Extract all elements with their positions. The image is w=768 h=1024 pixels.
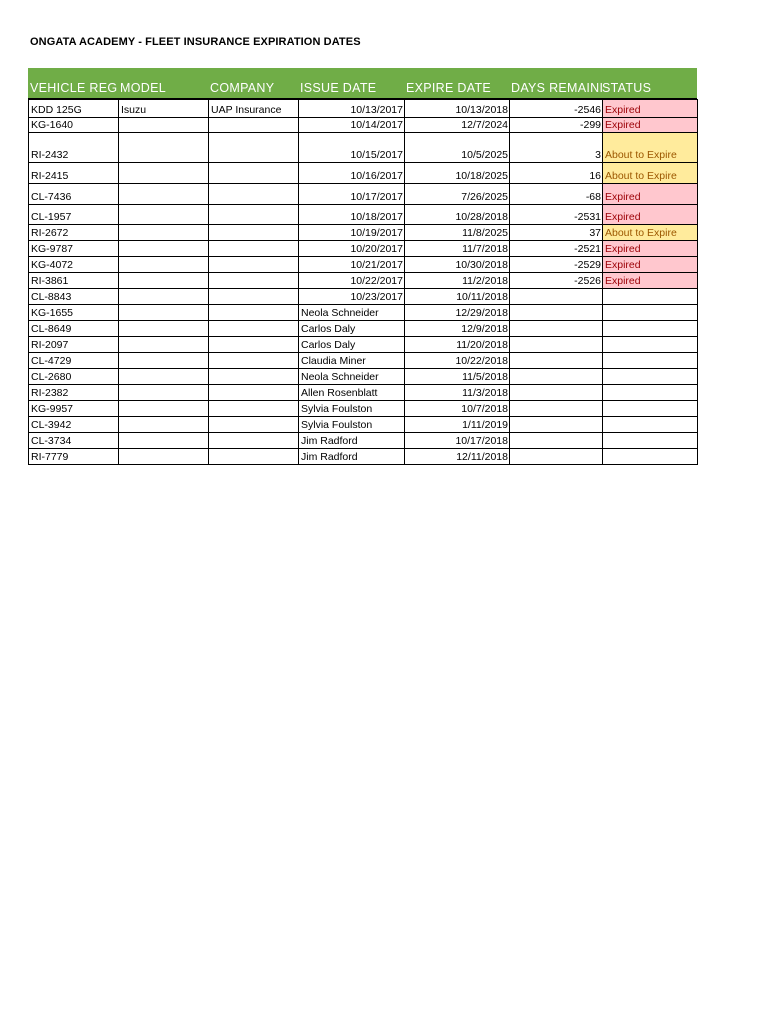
cell-status[interactable]: About to Expire	[603, 225, 698, 241]
cell-vehicle-reg[interactable]: CL-4729	[29, 353, 119, 369]
cell-vehicle-reg[interactable]: KG-9957	[29, 401, 119, 417]
cell-expire-date[interactable]: 10/11/2018	[405, 289, 510, 305]
table-row	[29, 118, 698, 133]
cell-model[interactable]	[119, 163, 209, 184]
cell-expire-date[interactable]: 12/7/2024	[405, 118, 510, 133]
cell-issue-date[interactable]: 10/22/2017	[299, 273, 405, 289]
header-model[interactable]: MODEL	[120, 81, 166, 95]
cell-days-remaining[interactable]: 3	[510, 133, 603, 163]
cell-issue-date[interactable]: 10/21/2017	[299, 257, 405, 273]
cell-issue-date[interactable]: 10/18/2017	[299, 205, 405, 225]
cell-expire-date[interactable]: 11/3/2018	[405, 385, 510, 401]
cell-company[interactable]	[209, 163, 299, 184]
cell-issue-date[interactable]: 10/20/2017	[299, 241, 405, 257]
cell-vehicle-reg[interactable]: CL-3734	[29, 433, 119, 449]
table-row	[29, 163, 698, 184]
table-row	[29, 184, 698, 205]
cell-model[interactable]	[119, 385, 209, 401]
cell-status[interactable]	[603, 337, 698, 353]
cell-days-remaining[interactable]: 16	[510, 163, 603, 184]
cell-vehicle-reg[interactable]: KG-4072	[29, 257, 119, 273]
cell-vehicle-reg[interactable]: CL-8843	[29, 289, 119, 305]
table-row	[29, 133, 698, 163]
table-row	[29, 401, 698, 417]
cell-days-remaining[interactable]	[510, 385, 603, 401]
cell-model[interactable]	[119, 369, 209, 385]
cell-status[interactable]: Expired	[603, 257, 698, 273]
header-row	[28, 68, 697, 99]
cell-expire-date[interactable]: 10/7/2018	[405, 401, 510, 417]
cell-days-remaining[interactable]: -2526	[510, 273, 603, 289]
cell-expire-date[interactable]: 10/22/2018	[405, 353, 510, 369]
cell-model[interactable]	[119, 205, 209, 225]
cell-model[interactable]	[119, 133, 209, 163]
cell-status[interactable]	[603, 449, 698, 465]
cell-expire-date[interactable]: 10/5/2025	[405, 133, 510, 163]
cell-days-remaining[interactable]: -2531	[510, 205, 603, 225]
cell-days-remaining[interactable]: -299	[510, 118, 603, 133]
cell-company[interactable]: UAP Insurance	[209, 100, 299, 118]
cell-model[interactable]	[119, 337, 209, 353]
cell-days-remaining[interactable]	[510, 449, 603, 465]
cell-days-remaining[interactable]: 37	[510, 225, 603, 241]
cell-vehicle-reg[interactable]: KDD 125G	[29, 100, 119, 118]
table-row	[29, 417, 698, 433]
cell-company[interactable]	[209, 225, 299, 241]
table-row	[29, 305, 698, 321]
header-status[interactable]: STATUS	[602, 81, 652, 95]
cell-company[interactable]	[209, 133, 299, 163]
cell-expire-date[interactable]: 10/30/2018	[405, 257, 510, 273]
cell-issue-date[interactable]: Sylvia Foulston	[299, 401, 405, 417]
cell-status[interactable]	[603, 353, 698, 369]
table-row	[29, 369, 698, 385]
cell-company[interactable]	[209, 289, 299, 305]
cell-expire-date[interactable]: 10/13/2018	[405, 100, 510, 118]
cell-vehicle-reg[interactable]: CL-8649	[29, 321, 119, 337]
cell-expire-date[interactable]: 12/11/2018	[405, 449, 510, 465]
header-issue-date[interactable]: ISSUE DATE	[300, 81, 377, 95]
table-row	[29, 385, 698, 401]
cell-days-remaining[interactable]	[510, 321, 603, 337]
cell-vehicle-reg[interactable]: RI-2382	[29, 385, 119, 401]
table-row	[29, 433, 698, 449]
cell-company[interactable]	[209, 369, 299, 385]
cell-days-remaining[interactable]	[510, 337, 603, 353]
cell-issue-date[interactable]: 10/13/2017	[299, 100, 405, 118]
cell-model[interactable]	[119, 257, 209, 273]
data-table	[28, 99, 698, 465]
cell-status[interactable]	[603, 321, 698, 337]
cell-model[interactable]	[119, 305, 209, 321]
cell-vehicle-reg[interactable]: CL-3942	[29, 417, 119, 433]
cell-issue-date[interactable]: 10/15/2017	[299, 133, 405, 163]
cell-vehicle-reg[interactable]: KG-9787	[29, 241, 119, 257]
cell-status[interactable]: Expired	[603, 241, 698, 257]
cell-company[interactable]	[209, 401, 299, 417]
cell-status[interactable]: Expired	[603, 184, 698, 205]
cell-company[interactable]	[209, 385, 299, 401]
cell-vehicle-reg[interactable]: RI-3861	[29, 273, 119, 289]
cell-model[interactable]	[119, 321, 209, 337]
table-row	[29, 353, 698, 369]
cell-status[interactable]	[603, 305, 698, 321]
cell-model[interactable]	[119, 241, 209, 257]
cell-status[interactable]: Expired	[603, 273, 698, 289]
cell-expire-date[interactable]: 7/26/2025	[405, 184, 510, 205]
cell-company[interactable]	[209, 305, 299, 321]
cell-vehicle-reg[interactable]: KG-1640	[29, 118, 119, 133]
header-company[interactable]: COMPANY	[210, 81, 275, 95]
cell-model[interactable]	[119, 449, 209, 465]
cell-issue-date[interactable]: Carlos Daly	[299, 321, 405, 337]
cell-days-remaining[interactable]	[510, 433, 603, 449]
table-row	[29, 449, 698, 465]
cell-issue-date[interactable]: Carlos Daly	[299, 337, 405, 353]
cell-model[interactable]	[119, 433, 209, 449]
cell-model[interactable]	[119, 118, 209, 133]
table-row	[29, 205, 698, 225]
spreadsheet	[28, 68, 697, 465]
cell-issue-date[interactable]: Jim Radford	[299, 433, 405, 449]
cell-company[interactable]	[209, 353, 299, 369]
cell-status[interactable]: About to Expire	[603, 133, 698, 163]
cell-issue-date[interactable]: Neola Schneider	[299, 369, 405, 385]
cell-expire-date[interactable]: 11/5/2018	[405, 369, 510, 385]
cell-status[interactable]	[603, 417, 698, 433]
table-row	[29, 337, 698, 353]
cell-status[interactable]	[603, 385, 698, 401]
cell-status[interactable]	[603, 369, 698, 385]
cell-status[interactable]	[603, 401, 698, 417]
cell-model[interactable]	[119, 273, 209, 289]
cell-model[interactable]	[119, 353, 209, 369]
cell-vehicle-reg[interactable]: RI-2432	[29, 133, 119, 163]
table-row	[29, 225, 698, 241]
cell-company[interactable]	[209, 337, 299, 353]
cell-status[interactable]: About to Expire	[603, 163, 698, 184]
cell-issue-date[interactable]: 10/14/2017	[299, 118, 405, 133]
cell-vehicle-reg[interactable]: CL-7436	[29, 184, 119, 205]
table-body	[29, 100, 698, 465]
cell-issue-date[interactable]: 10/23/2017	[299, 289, 405, 305]
table-row	[29, 273, 698, 289]
cell-expire-date[interactable]: 11/2/2018	[405, 273, 510, 289]
cell-status[interactable]: Expired	[603, 100, 698, 118]
cell-days-remaining[interactable]	[510, 369, 603, 385]
cell-status[interactable]: Expired	[603, 118, 698, 133]
cell-issue-date[interactable]: 10/17/2017	[299, 184, 405, 205]
cell-vehicle-reg[interactable]: CL-2680	[29, 369, 119, 385]
cell-model[interactable]	[119, 225, 209, 241]
cell-company[interactable]	[209, 449, 299, 465]
cell-issue-date[interactable]: Neola Schneider	[299, 305, 405, 321]
cell-company[interactable]	[209, 257, 299, 273]
cell-days-remaining[interactable]	[510, 353, 603, 369]
table-row	[29, 321, 698, 337]
cell-model[interactable]	[119, 289, 209, 305]
cell-issue-date[interactable]: Allen Rosenblatt	[299, 385, 405, 401]
table-row	[29, 257, 698, 273]
cell-vehicle-reg[interactable]: RI-7779	[29, 449, 119, 465]
table-row	[29, 100, 698, 118]
cell-vehicle-reg[interactable]: RI-2097	[29, 337, 119, 353]
cell-expire-date[interactable]: 10/17/2018	[405, 433, 510, 449]
cell-company[interactable]	[209, 118, 299, 133]
cell-expire-date[interactable]: 11/7/2018	[405, 241, 510, 257]
cell-status[interactable]: Expired	[603, 205, 698, 225]
cell-days-remaining[interactable]	[510, 401, 603, 417]
cell-days-remaining[interactable]	[510, 417, 603, 433]
cell-model[interactable]	[119, 401, 209, 417]
header-expire-date[interactable]: EXPIRE DATE	[406, 81, 492, 95]
cell-expire-date[interactable]: 11/8/2025	[405, 225, 510, 241]
cell-model[interactable]: Isuzu	[119, 100, 209, 118]
cell-vehicle-reg[interactable]: CL-1957	[29, 205, 119, 225]
table-row	[29, 241, 698, 257]
cell-vehicle-reg[interactable]: RI-2672	[29, 225, 119, 241]
cell-model[interactable]	[119, 184, 209, 205]
cell-expire-date[interactable]: 12/9/2018	[405, 321, 510, 337]
cell-expire-date[interactable]: 11/20/2018	[405, 337, 510, 353]
cell-company[interactable]	[209, 321, 299, 337]
header-vehicle-reg[interactable]: VEHICLE REG	[30, 81, 118, 95]
cell-days-remaining[interactable]	[510, 289, 603, 305]
cell-company[interactable]	[209, 184, 299, 205]
cell-company[interactable]	[209, 417, 299, 433]
cell-days-remaining[interactable]: -68	[510, 184, 603, 205]
cell-model[interactable]	[119, 417, 209, 433]
cell-days-remaining[interactable]	[510, 305, 603, 321]
cell-expire-date[interactable]: 10/18/2025	[405, 163, 510, 184]
cell-vehicle-reg[interactable]: RI-2415	[29, 163, 119, 184]
cell-status[interactable]	[603, 433, 698, 449]
cell-status[interactable]	[603, 289, 698, 305]
cell-days-remaining[interactable]: -2529	[510, 257, 603, 273]
cell-expire-date[interactable]: 1/11/2019	[405, 417, 510, 433]
cell-issue-date[interactable]: Sylvia Foulston	[299, 417, 405, 433]
cell-issue-date[interactable]: Claudia Miner	[299, 353, 405, 369]
cell-company[interactable]	[209, 433, 299, 449]
sheet-title: ONGATA ACADEMY - FLEET INSURANCE EXPIRATION DATES	[30, 36, 361, 48]
cell-company[interactable]	[209, 273, 299, 289]
cell-days-remaining[interactable]: -2546	[510, 100, 603, 118]
cell-issue-date[interactable]: 10/19/2017	[299, 225, 405, 241]
cell-days-remaining[interactable]: -2521	[510, 241, 603, 257]
cell-vehicle-reg[interactable]: KG-1655	[29, 305, 119, 321]
cell-issue-date[interactable]: Jim Radford	[299, 449, 405, 465]
cell-company[interactable]	[209, 205, 299, 225]
cell-company[interactable]	[209, 241, 299, 257]
header-days-remaining[interactable]: DAYS REMAINI	[511, 81, 604, 95]
cell-expire-date[interactable]: 12/29/2018	[405, 305, 510, 321]
table-row	[29, 289, 698, 305]
cell-expire-date[interactable]: 10/28/2018	[405, 205, 510, 225]
cell-issue-date[interactable]: 10/16/2017	[299, 163, 405, 184]
